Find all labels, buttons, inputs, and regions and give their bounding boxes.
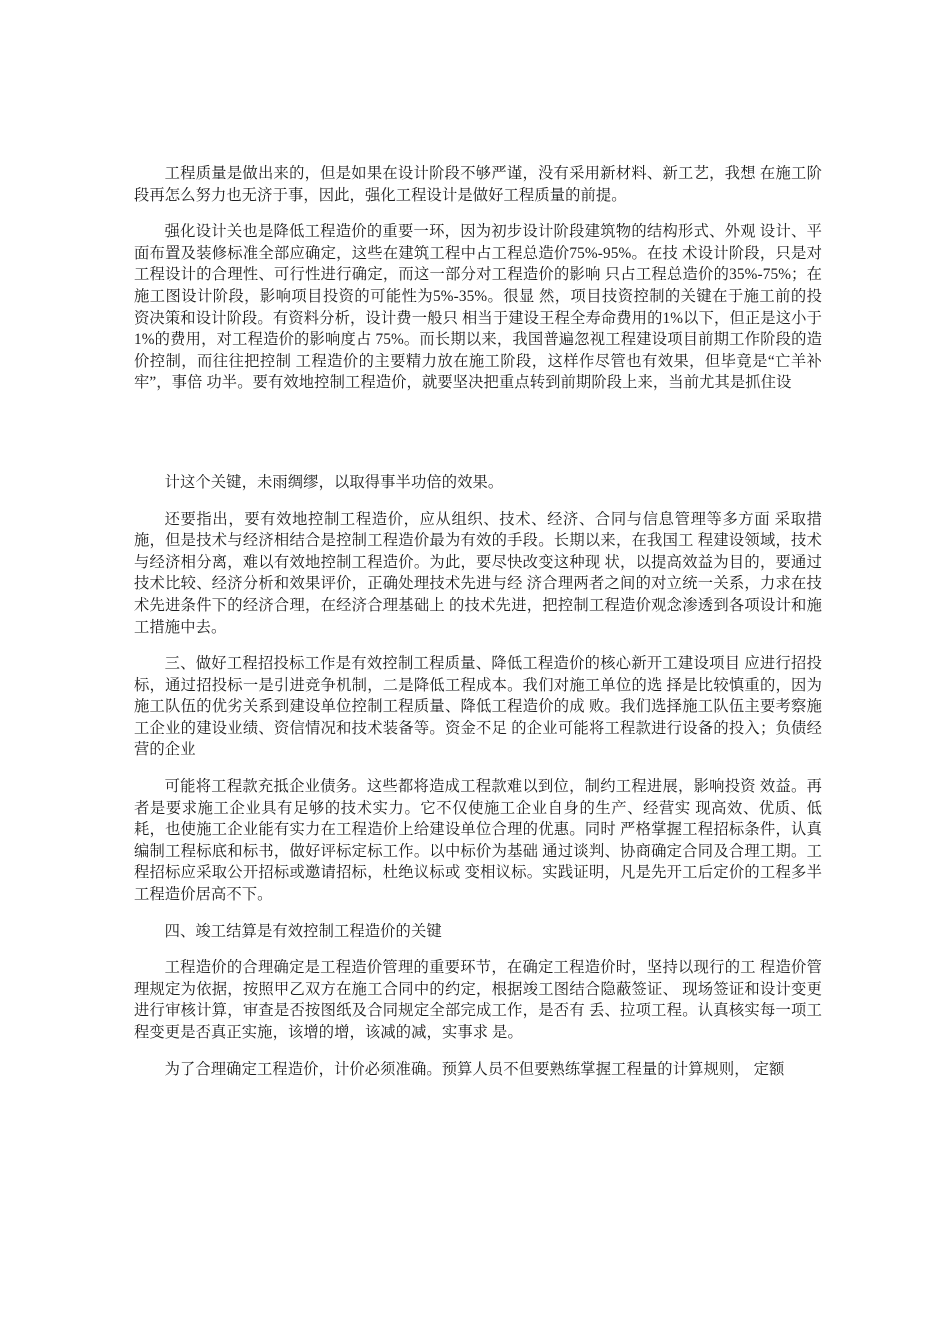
paragraph-9: 为了合理确定工程造价，计价必须准确。预算人员不但要熟练掌握工程量的计算规则， 定额 [164, 1060, 785, 1078]
heading-section-four: 四、竣工结算是有效控制工程造价的关键 [164, 922, 442, 940]
paragraph-2: 强化设计关也是降低工程造价的重要一环，因为初步设计阶段建筑物的结构形式、外观 设计、平面布置及装修标准全部应确定，这些在建筑工程中占工程总造价75%-95%。在技 术设计阶段，只是对工程设计的合理性、可行性进行确定，而这一部分对工程造价的影响 只占工程总造价的35%-75%；在施工图设计阶段，影响项目投资的可能性为5%-35%。很显 然，项目技资控制的关键在于施工前的投资决策和设计阶段。有资料分析，设计费一般只 相当于建设王程全寿命费用的1%以下，但正是这小于1%的费用，对工程造价的影响度占 75%。而长期以来，我国普遍忽视工程建设项目前期工作阶段的造价控制，而往往把控制 工程造价的主要精力放在施工阶段，这样作尽管也有效果，但毕竟是“亡羊补牢”，事倍 功半。要有效地控制工程造价，就要坚决把重点转到前期阶段上来，当前尤其是抓住设 [134, 223, 822, 392]
paragraph-5-section-three: 三、做好工程招投标工作是有效控制工程质量、降低工程造价的核心新开工建设项目 应进行招投标，通过招投标一是引进竞争机制，二是降低工程成本。我们对施工单位的选 择是比较慎重的，因为施工队伍的优劣关系到建设单位控制工程质量、降低工程造价的成 败。我们选择施工队伍主要考察施工企业的建设业绩、资信情况和技术装备等。资金不足 的企业可能将工程款进行设备的投入；负债经营的企业 [134, 655, 822, 759]
page-break-gap [134, 409, 822, 472]
paragraph-4: 还要指出，要有效地控制工程造价，应从组织、技术、经济、合同与信息管理等多方面 采取措施，但是技术与经济相结合是控制工程造价最为有效的手段。长期以来，在我国工 程建设领域，技术与经济相分离，难以有效地控制工程造价。为此，要尽快改变这种现 状，以提高效益为目的，要通过技术比较、经济分析和效果评价，正确处理技术先进与经 济合理两者之间的对立统一关系，力求在技术先进条件下的经济合理，在经济合理基础上 的技术先进，把控制工程造价观念渗透到各项设计和施工措施中去。 [134, 510, 822, 636]
paragraph-8: 工程造价的合理确定是工程造价管理的重要环节，在确定工程造价时，坚持以现行的工 程造价管理规定为依据，按照甲乙双方在施工合同中的约定，根据竣工图结合隐蔽签证、 现场签证和设计变更进行审核计算，审查是否按图纸及合同规定全部完成工作，是否有 丢、拉项工程。认真核实每一项工程变更是否真正实施，该增的增，该减的减，实事求 是。 [134, 959, 822, 1041]
paragraph-3: 计这个关键，未雨绸缪，以取得事半功倍的效果。 [164, 473, 504, 491]
paragraph-6: 可能将工程款充抵企业债务。这些都将造成工程款难以到位，制约工程进展，影响投资 效益。再者是要求施工企业具有足够的技术实力。它不仅使施工企业自身的生产、经营实 现高效、优质、低耗，也使施工企业能有实力在工程造价上给建设单位合理的优惠。同时 严格掌握工程招标条件，认真编制工程标底和标书，做好评标定标工作。以中标价为基础 通过谈判、协商确定合同及合理工期。工程招标应采取公开招标或邀请招标，杜绝议标或 变相议标。实践证明，凡是先开工后定价的工程多半工程造价居高不下。 [134, 778, 822, 904]
paragraph-1: 工程质量是做出来的，但是如果在设计阶段不够严谨，没有采用新材料、新工艺，我想 在施工阶段再怎么努力也无济于事，因此，强化工程设计是做好工程质量的前提。 [134, 165, 822, 204]
document-body [134, 163, 822, 1080]
